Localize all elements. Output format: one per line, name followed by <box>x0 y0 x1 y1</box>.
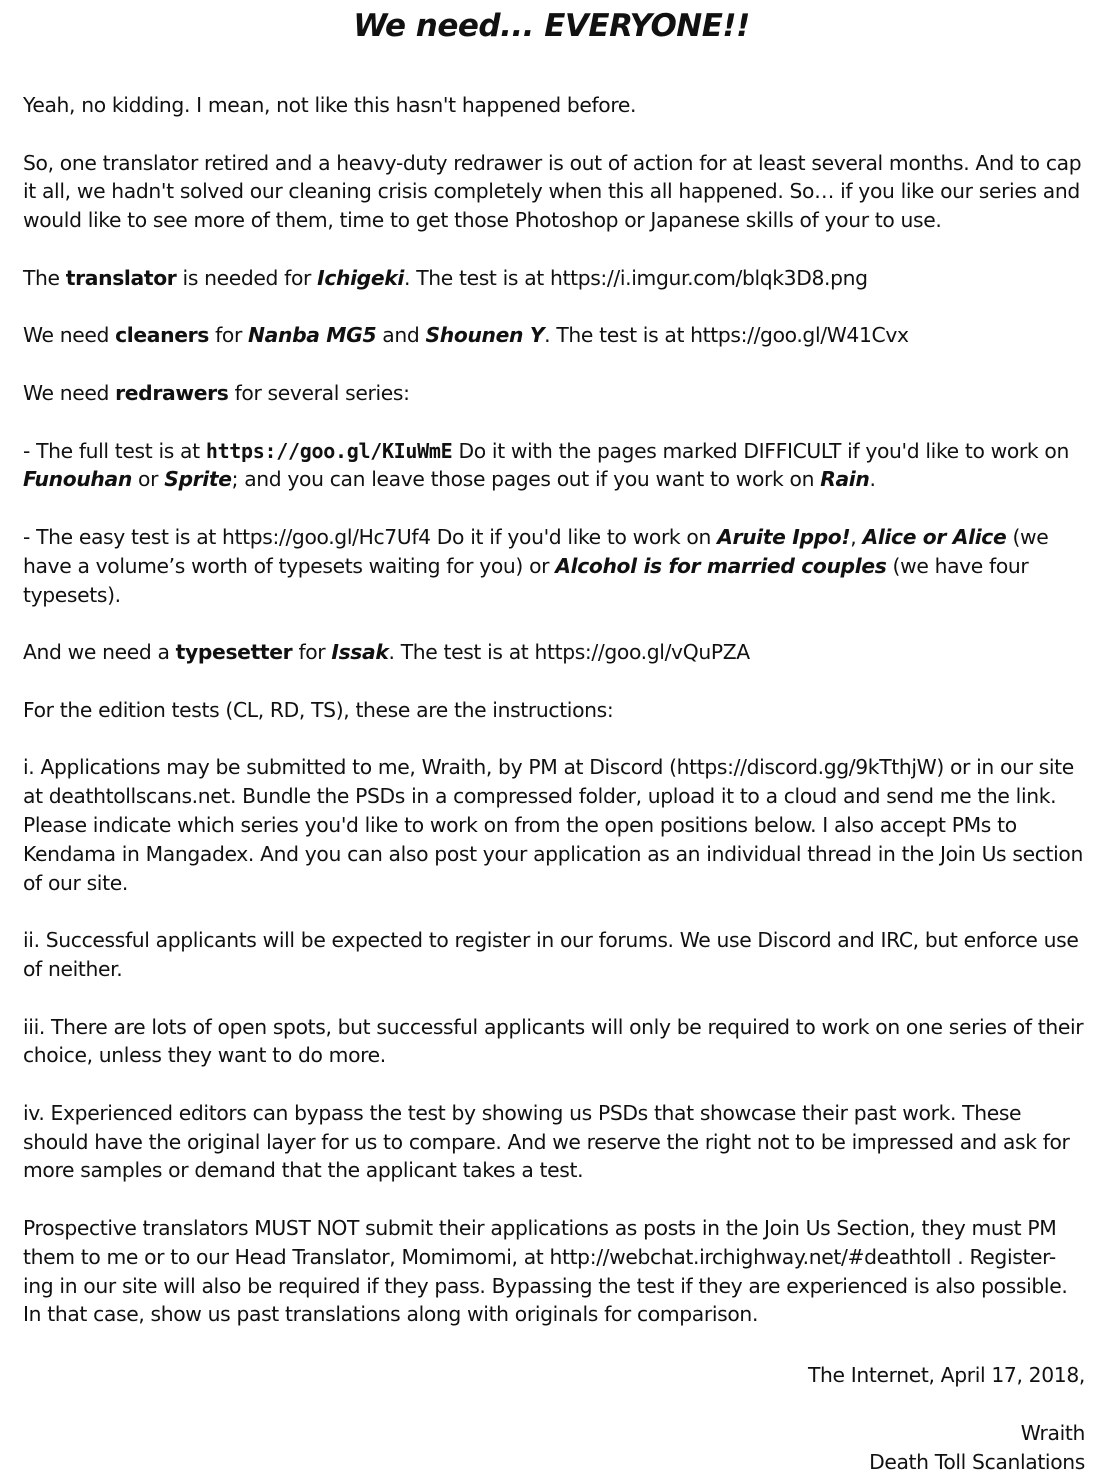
full-test-text-3: or <box>131 467 165 492</box>
document-body <box>23 91 1085 1476</box>
full-test-text-4: ; and you can leave those pages out if you want to work on <box>231 467 821 492</box>
easy-test-series-1: Aruite Ippo! <box>717 524 851 549</box>
cleaners-test-link: https://goo.gl/W41Cvx <box>690 323 909 348</box>
instruction-i: i. Applications may be submitted to me, Wraith, by PM at Discord (https://discord.gg/9kTthjW) or in our site at deathtollscans.net. Bundle the PSDs in a compressed folder, upload it to a cloud and send me the link. Please indicate which series you'd like to work on from the open positions below. I also accept PMs to Kendama in Mangadex. And you can also post your application as an individual thread in the Join Us section of our site. <box>23 755 1083 895</box>
redrawers-paragraph <box>23 379 1085 408</box>
instruction-iii: iii. There are lots of open spots, but successful applicants will only be required to work on one series of their choice, unless they want to do more. <box>23 1014 1084 1068</box>
instructions-intro: For the edition tests (CL, RD, TS), these are the instructions: <box>23 697 614 722</box>
full-test-text-5: . <box>869 467 876 492</box>
cleaners-paragraph <box>23 321 1085 350</box>
page-title: We need... EVERYONE!! <box>353 8 750 44</box>
redrawers-text-2: for several series: <box>228 380 410 405</box>
full-test-text-1: - The full test is at <box>23 438 206 463</box>
cleaners-text-4: . The test is at <box>544 323 691 348</box>
cleaners-text-1: We need <box>23 323 116 348</box>
intro-paragraph: Yeah, no kidding. I mean, not like this hasn't happened before. <box>23 93 637 117</box>
full-test-text-2: Do it with the pages marked DIFFICULT if you'd like to work on <box>452 438 1069 463</box>
typesetter-paragraph <box>23 638 1085 667</box>
easy-test-text-3: (we have a volume’s worth of typesets waiting for you) or <box>23 524 1049 578</box>
date-line: The Internet, April 17, 2018, <box>807 1363 1085 1388</box>
translator-role: translator <box>65 265 177 290</box>
typesetter-text-2: for <box>292 640 332 665</box>
cleaners-text-3: and <box>376 323 426 348</box>
easy-test-text-4: (we have four typesets). <box>23 553 1029 607</box>
translator-series: Ichigeki <box>317 265 404 290</box>
cleaners-series-1: Nanba MG5 <box>248 323 377 348</box>
typesetter-series: Issak <box>331 640 389 665</box>
full-test-paragraph <box>23 437 1085 495</box>
redrawers-text-1: We need <box>23 380 116 405</box>
translator-text-1: The <box>23 265 66 290</box>
translator-text-3: . The test is at <box>404 265 550 290</box>
typesetter-text-3: . The test is at https://goo.gl/vQuPZA <box>388 640 750 665</box>
full-test-link: https://goo.gl/KIuWmE <box>205 438 453 463</box>
full-test-series-1: Funouhan <box>23 467 132 492</box>
signature-group: Death Toll Scanlations <box>869 1449 1085 1474</box>
cleaners-text-2: for <box>209 323 249 348</box>
situation-paragraph: So, one translator retired and a heavy-duty redrawer is out of action for at least several months. And to cap it all, we hadn't solved our cleaning crisis completely when this all happened. So… if you like our series and would like to see more of them, time to get those Photoshop or Japanese skills of your to use. <box>23 150 1082 233</box>
typesetter-text-1: And we need a <box>23 640 176 665</box>
easy-test-series-2: Alice or Alice <box>862 524 1007 549</box>
signature-name: Wraith <box>1020 1420 1085 1445</box>
instruction-iv: iv. Experienced editors can bypass the test by showing us PSDs that showcase their past work. These should have the original layer for us to compare. And we reserve the right not to be impressed and ask for more samples or demand that the applicant takes a test. <box>23 1100 1070 1183</box>
cleaners-role: cleaners <box>115 323 210 348</box>
translator-paragraph <box>23 264 1085 293</box>
translators-note: Prospective translators MUST NOT submit their applications as posts in the Join Us Section, they must PM them to me or to our Head Translator, Momimomi, at http://webchat.irchighway.net/#deathtoll . Register-ing in our site will also be required if they pass. Bypassing the test if they are experienced is also possible. In that case, show us past translations along with originals for comparison. <box>23 1216 1068 1327</box>
cleaners-series-2: Shounen Y <box>425 323 545 348</box>
typesetter-role: typesetter <box>175 640 293 665</box>
full-test-series-3: Rain <box>820 467 870 492</box>
translator-text-2: is needed for <box>176 265 318 290</box>
instruction-ii: ii. Successful applicants will be expected to register in our forums. We use Discord and IRC, but enforce use of neither. <box>23 928 1079 981</box>
redrawers-role: redrawers <box>115 380 229 405</box>
full-test-series-2: Sprite <box>164 467 232 492</box>
easy-test-paragraph <box>23 523 1085 609</box>
translator-test-link: https://i.imgur.com/blqk3D8.png <box>549 265 868 290</box>
easy-test-text-1: - The easy test is at https://goo.gl/Hc7Uf4 Do it if you'd like to work on <box>23 524 718 549</box>
easy-test-series-3: Alcohol is for married couples <box>555 553 887 578</box>
easy-test-text-2: , <box>850 524 863 549</box>
